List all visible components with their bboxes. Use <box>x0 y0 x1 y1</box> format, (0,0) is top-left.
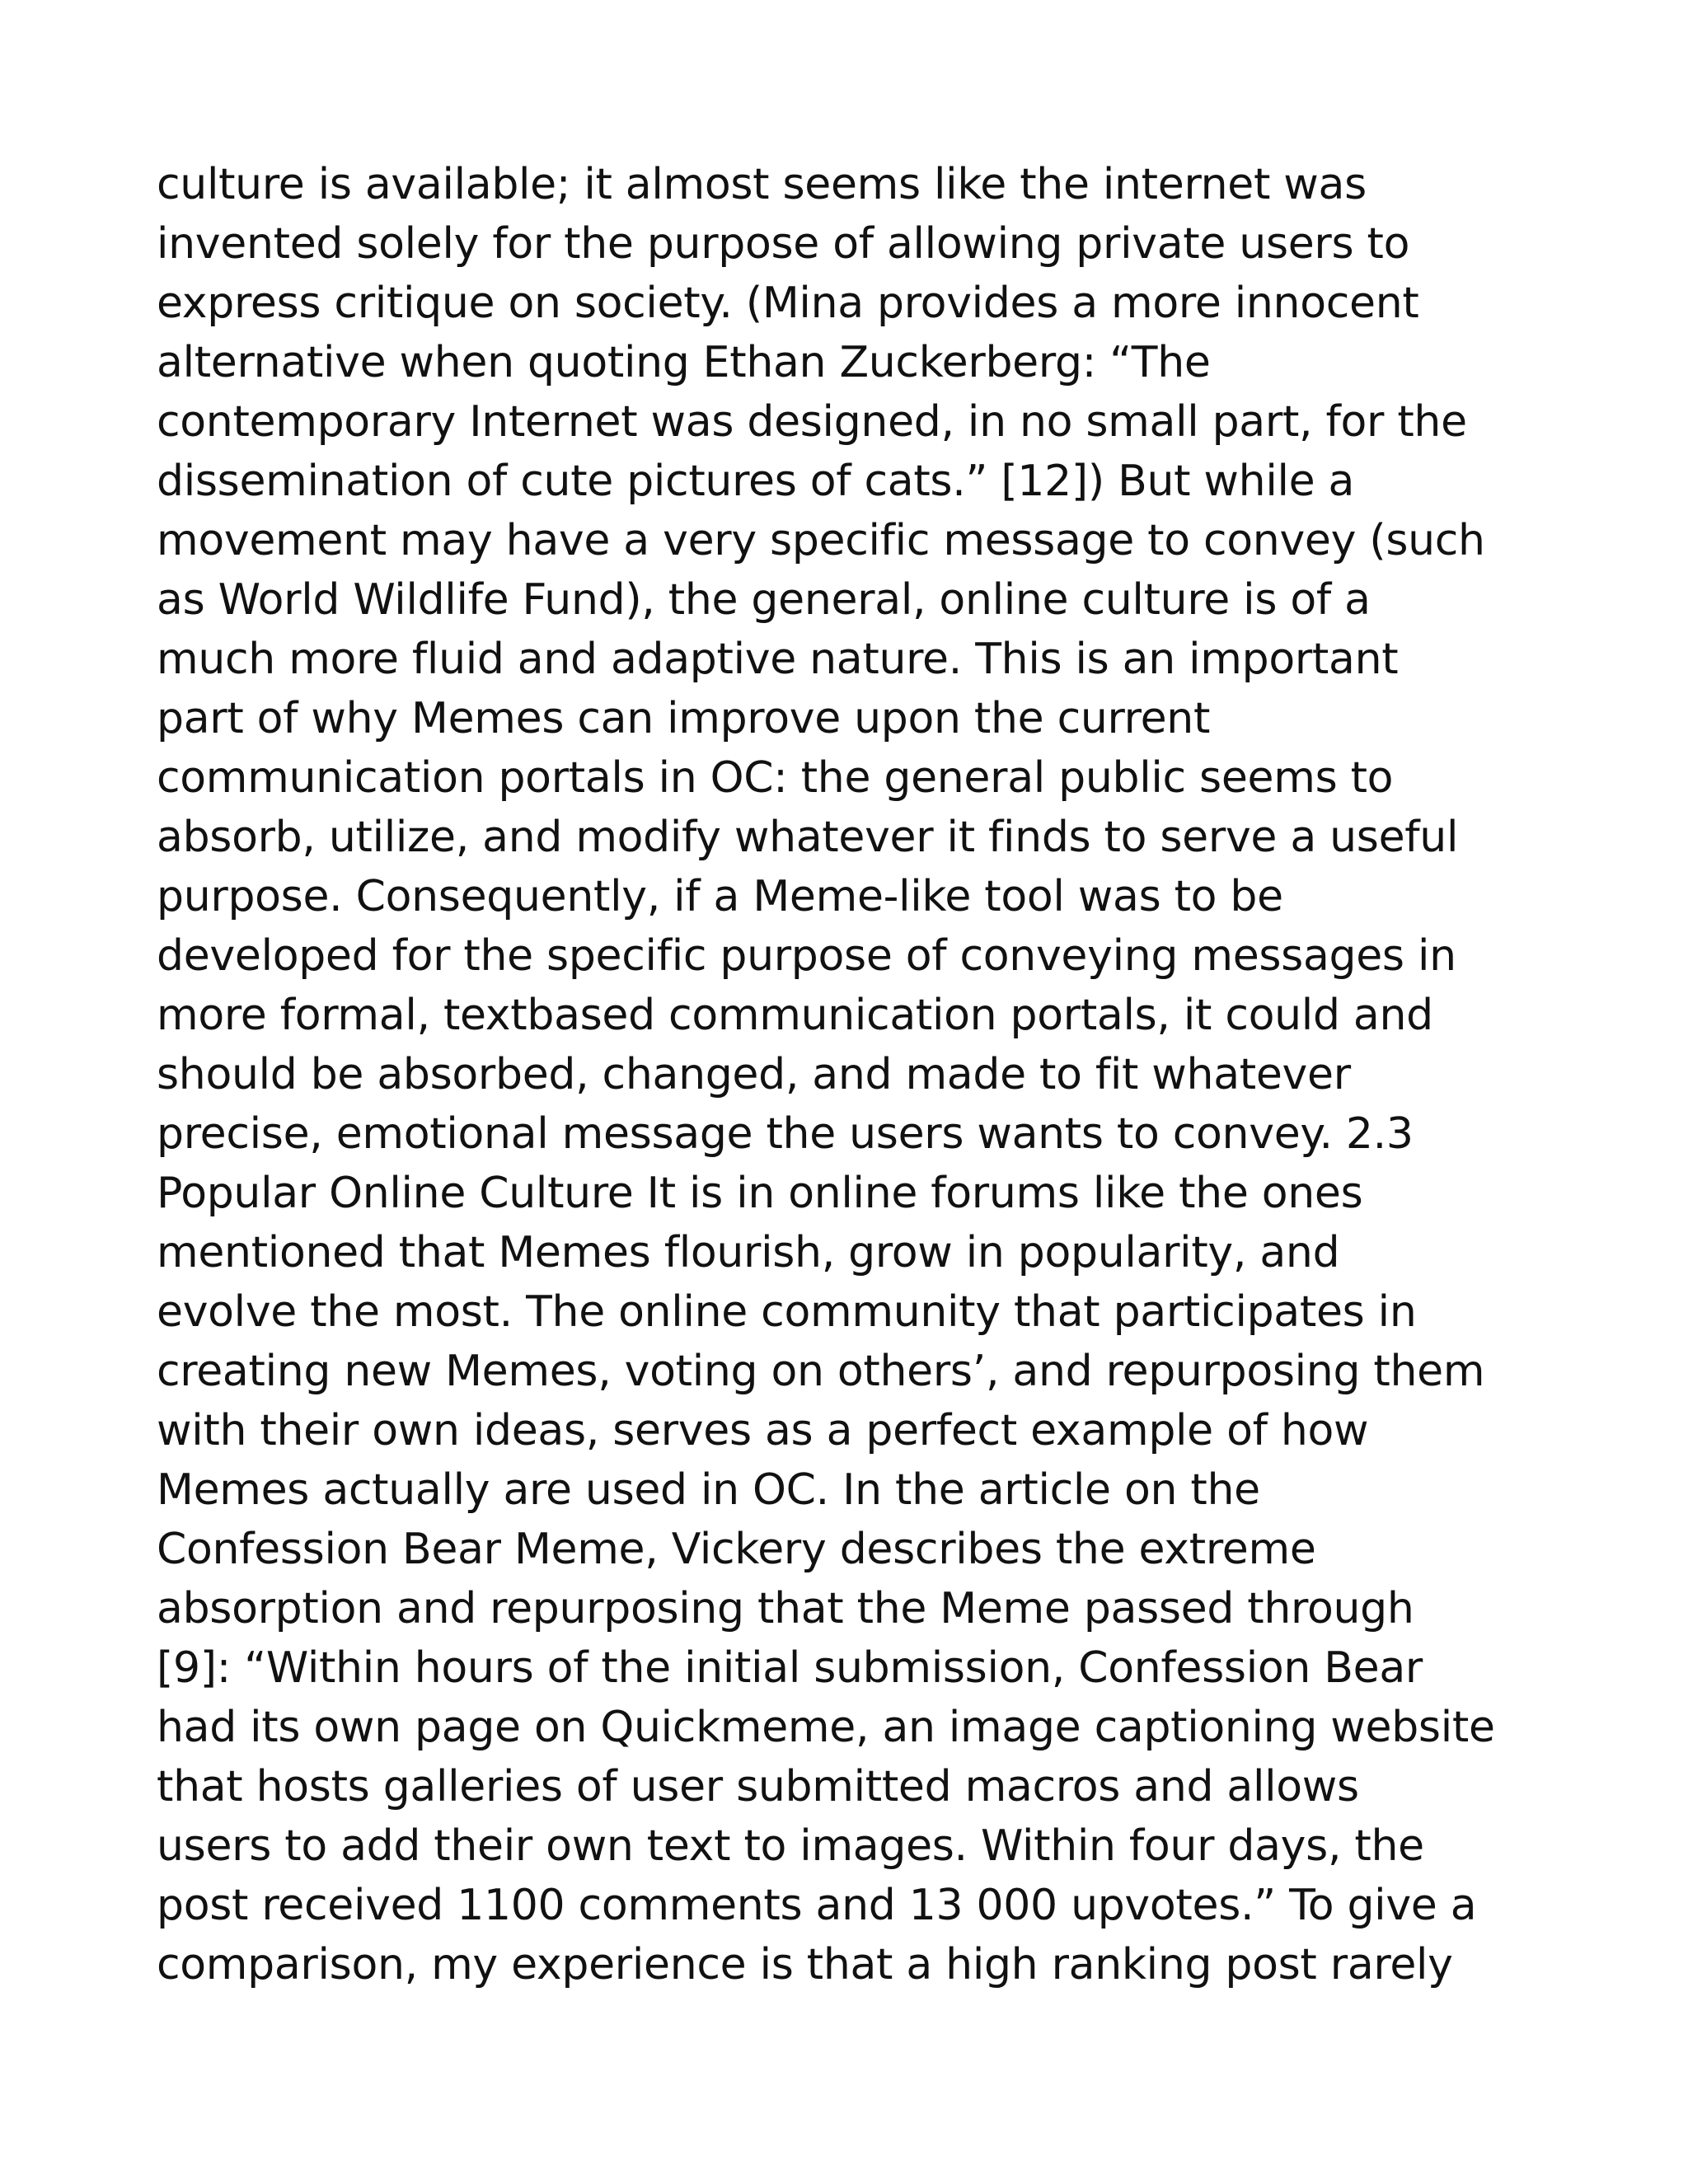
text-line: absorption and repurposing that the Meme passed through <box>157 1584 1414 1633</box>
text-line: with their own ideas, serves as a perfect example of how <box>157 1406 1369 1455</box>
text-line: much more fluid and adaptive nature. This is an important <box>157 635 1399 684</box>
text-line: comparison, my experience is that a high ranking post rarely <box>157 1940 1453 1990</box>
text-line: communication portals in OC: the general public seems to <box>157 753 1394 803</box>
text-line: creating new Memes, voting on others’, and repurposing them <box>157 1347 1485 1396</box>
text-line: Popular Online Culture It is in online forums like the ones <box>157 1169 1363 1218</box>
text-line: developed for the specific purpose of conveying messages in <box>157 931 1456 981</box>
text-line: that hosts galleries of user submitted macros and allows <box>157 1762 1359 1811</box>
text-line: alternative when quoting Ethan Zuckerberg: “The <box>157 338 1211 387</box>
text-line: culture is available; it almost seems like the internet was <box>157 160 1367 209</box>
text-line: evolve the most. The online community that participates in <box>157 1287 1417 1337</box>
text-line: Memes actually are used in OC. In the article on the <box>157 1465 1260 1515</box>
text-line: invented solely for the purpose of allowing private users to <box>157 219 1410 269</box>
text-line: purpose. Consequently, if a Meme-like tool was to be <box>157 872 1283 921</box>
text-line: post received 1100 comments and 13 000 upvotes.” To give a <box>157 1881 1477 1930</box>
text-line: more formal, textbased communication portals, it could and <box>157 991 1433 1040</box>
text-line: had its own page on Quickmeme, an image captioning website <box>157 1703 1495 1752</box>
text-line: as World Wildlife Fund), the general, online culture is of a <box>157 575 1371 625</box>
text-line: users to add their own text to images. Within four days, the <box>157 1821 1424 1871</box>
text-line: absorb, utilize, and modify whatever it finds to serve a useful <box>157 813 1459 862</box>
text-line: part of why Memes can improve upon the current <box>157 694 1211 743</box>
text-line: should be absorbed, changed, and made to fit whatever <box>157 1050 1351 1099</box>
text-line: contemporary Internet was designed, in no small part, for the <box>157 397 1467 447</box>
text-line: precise, emotional message the users wants to convey. 2.3 <box>157 1109 1414 1159</box>
body-text <box>157 155 1541 1994</box>
text-line: Confession Bear Meme, Vickery describes the extreme <box>157 1525 1316 1574</box>
text-line: [9]: “Within hours of the initial submission, Confession Bear <box>157 1643 1423 1693</box>
text-line: express critique on society. (Mina provides a more innocent <box>157 279 1419 328</box>
text-line: dissemination of cute pictures of cats.” [12]) But while a <box>157 457 1355 506</box>
text-line: movement may have a very specific message to convey (such <box>157 516 1485 565</box>
text-line: mentioned that Memes flourish, grow in popularity, and <box>157 1228 1340 1277</box>
